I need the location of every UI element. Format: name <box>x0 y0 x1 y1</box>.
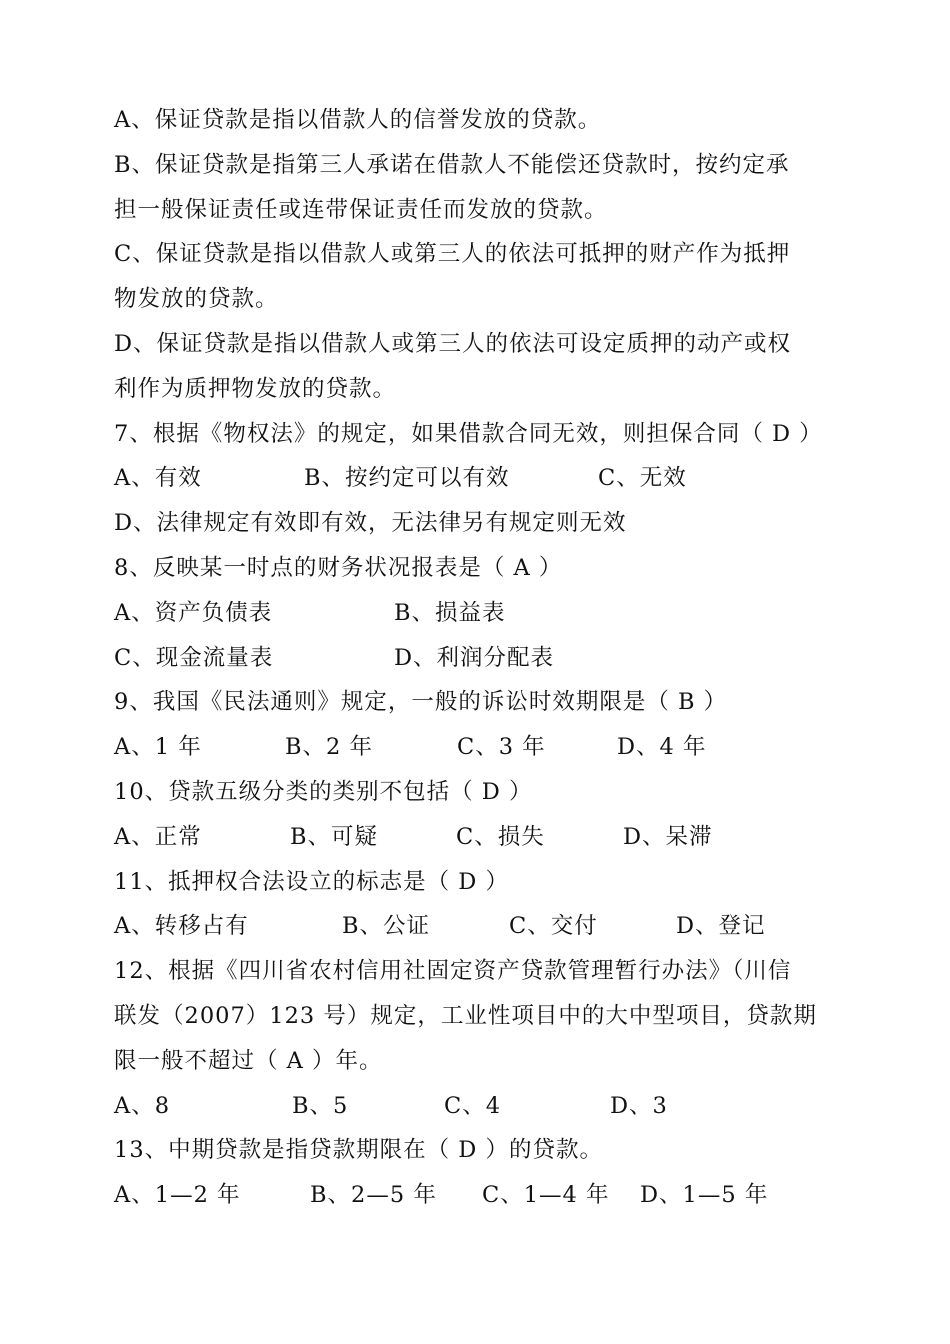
options-row-q7 <box>114 456 844 501</box>
option-c: C、现金流量表 <box>114 644 274 671</box>
options-row-q13 <box>114 1173 844 1218</box>
option-c: C、4 <box>444 1092 502 1119</box>
option-a: A、1 年 <box>114 734 202 761</box>
option-c: C、3 年 <box>457 734 546 761</box>
question-11: 11、抵押权合法设立的标志是（ D ） <box>114 868 509 895</box>
text-line: C、保证贷款是指以借款人或第三人的依法可抵押的财产作为抵押 <box>114 241 791 268</box>
option-d: D、呆滞 <box>623 823 713 850</box>
options-row-q12 <box>114 1084 844 1129</box>
options-row-q9 <box>114 725 844 770</box>
question-7: 7、根据《物权法》的规定，如果借款合同无效，则担保合同（ D ） <box>114 420 823 447</box>
option-b: B、公证 <box>342 913 431 940</box>
options-row-q8-1 <box>114 591 844 636</box>
option-b: B、损益表 <box>394 599 506 626</box>
option-b: B、可疑 <box>290 823 379 850</box>
option-a: A、正常 <box>114 823 202 850</box>
text-line: 利作为质押物发放的贷款。 <box>114 375 397 402</box>
option-d: D、4 年 <box>617 734 707 761</box>
option-d-line: D、法律规定有效即有效，无法律另有规定则无效 <box>114 510 627 537</box>
option-b: B、2—5 年 <box>310 1182 437 1209</box>
option-c: C、损失 <box>456 823 545 850</box>
text-line: A、保证贷款是指以借款人的信誉发放的贷款。 <box>114 107 602 133</box>
text-line: 联发（2007）123 号）规定，工业性项目中的大中型项目，贷款期 <box>114 1002 817 1029</box>
option-c: C、无效 <box>598 465 687 492</box>
text-line: 限一般不超过（ A ）年。 <box>114 1047 383 1074</box>
option-a: A、有效 <box>114 465 202 492</box>
option-b: B、5 <box>292 1092 349 1119</box>
options-row-q8-2 <box>114 636 844 681</box>
option-d: D、利润分配表 <box>394 644 555 671</box>
option-c: C、1—4 年 <box>482 1182 610 1209</box>
option-a: A、1—2 年 <box>114 1182 241 1209</box>
question-8: 8、反映某一时点的财务状况报表是（ A ） <box>114 554 563 581</box>
option-d: D、3 <box>610 1092 668 1119</box>
question-13: 13、中期贷款是指贷款期限在（ D ）的贷款。 <box>114 1137 603 1164</box>
text-line: 物发放的贷款。 <box>114 286 279 313</box>
question-12: 12、根据《四川省农村信用社固定资产贷款管理暂行办法》（川信 <box>114 958 792 985</box>
option-a: A、资产负债表 <box>114 599 273 626</box>
option-d: D、1—5 年 <box>640 1182 769 1209</box>
options-row-q10 <box>114 815 844 860</box>
options-row-q11 <box>114 904 844 949</box>
question-10: 10、贷款五级分类的类别不包括（ D ） <box>114 778 533 805</box>
text-line: B、保证贷款是指第三人承诺在借款人不能偿还贷款时，按约定承 <box>114 151 790 178</box>
option-b: B、2 年 <box>285 734 374 761</box>
document-page <box>114 98 844 1218</box>
option-a: A、8 <box>114 1092 171 1119</box>
question-9: 9、我国《民法通则》规定，一般的诉讼时效期限是（ B ） <box>114 689 728 716</box>
option-c: C、交付 <box>509 913 598 940</box>
option-a: A、转移占有 <box>114 913 249 940</box>
option-b: B、按约定可以有效 <box>304 465 510 492</box>
text-line: 担一般保证责任或连带保证责任而发放的贷款。 <box>114 196 608 223</box>
text-line: D、保证贷款是指以借款人或第三人的依法可设定质押的动产或权 <box>114 330 792 357</box>
option-d: D、登记 <box>676 913 766 940</box>
